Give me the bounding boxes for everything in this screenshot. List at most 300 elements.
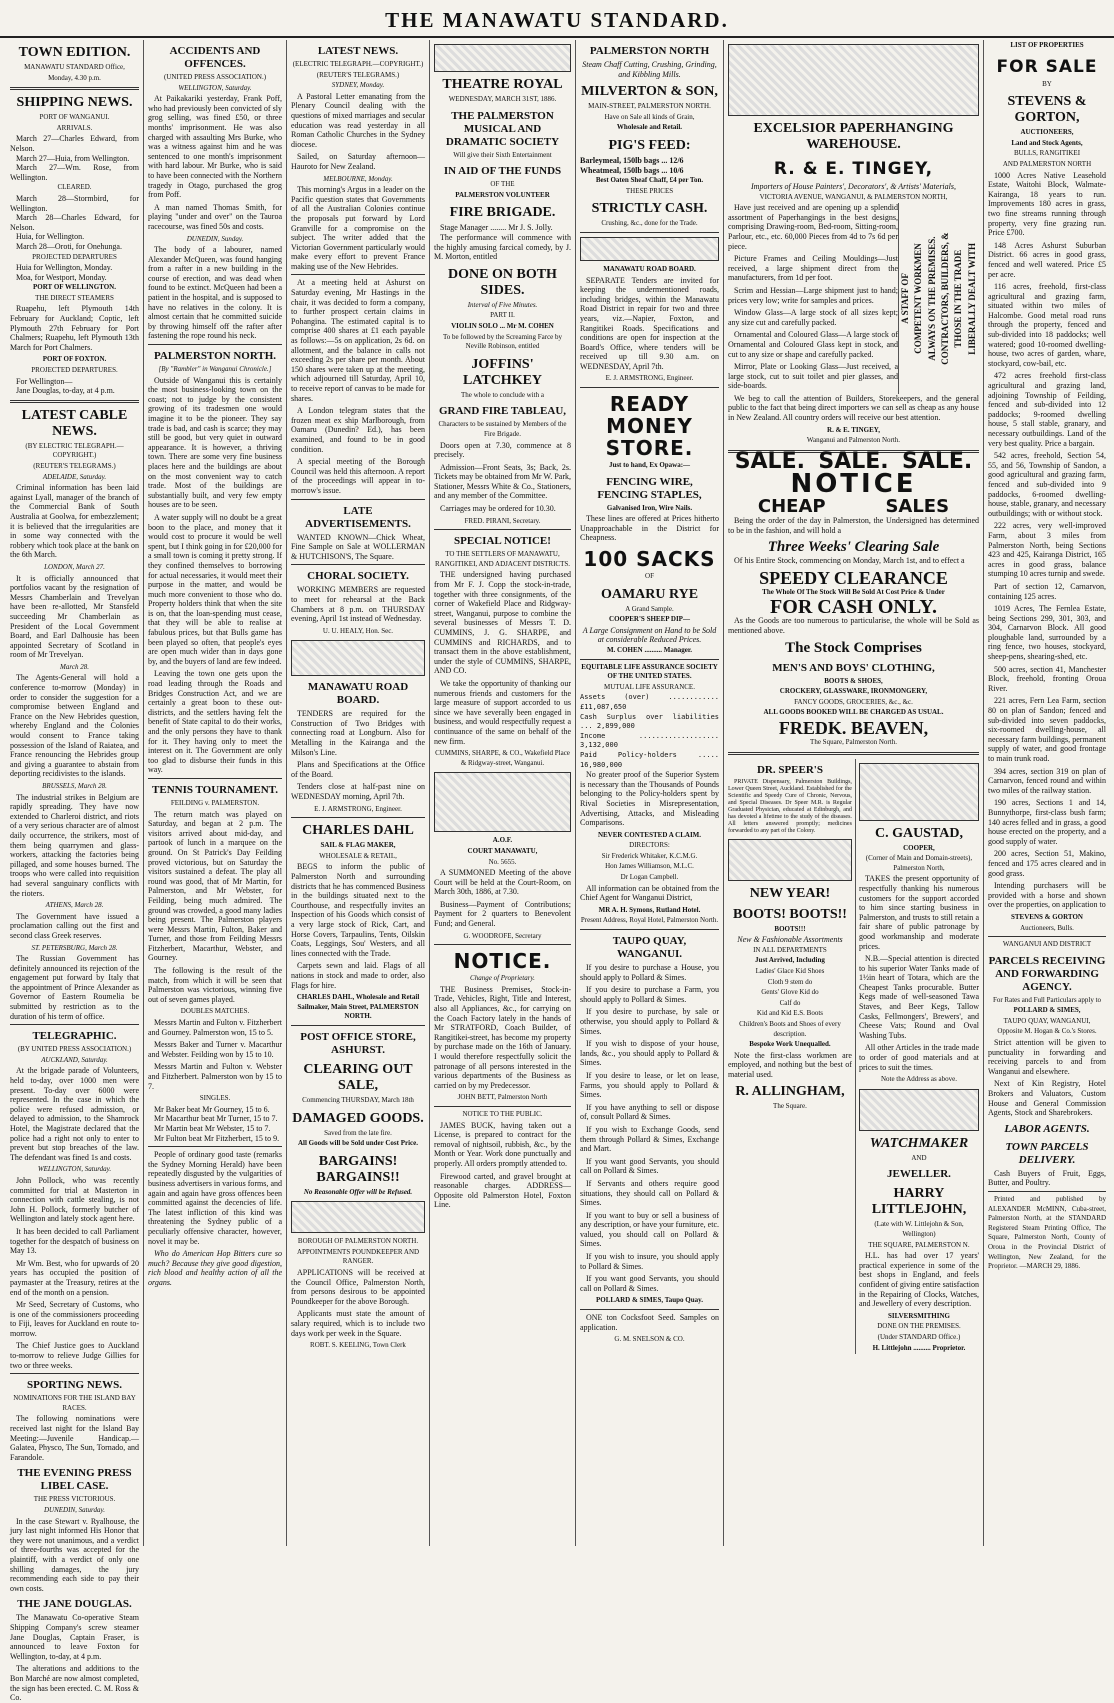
bargains-heading: BARGAINS! BARGAINS!!	[316, 1153, 400, 1185]
london-text: A London telegram states that the frozen meat ex ship Marlborough, from Oamaru (Dunedin? Ed.), has been examined, and found to be in good condition.	[291, 406, 425, 454]
appointments-heading: APPOINTMENTS POUNDKEEPER AND RANGER.	[296, 1247, 420, 1266]
dunedin-dateline: DUNEDIN, Saturday.	[44, 1506, 105, 1514]
if-12: If you want good Servants, you should call on Pollard & Simes.	[580, 1274, 719, 1293]
palmerston-text-2: A water supply will no doubt be a great boon to the place, and money that it would cost to procure it would be well spent, but I think going in for £20,000 for a small town is coming it pretty strong. If they confined themselves to borrowing for actual necessaries, it would meet their purpose in the matter, and would be much more convenient to those who do. Property holders think that when the site is on, that the loan-spending must cease, that they will be able to realise at fabulous prices, but that Bulls game has been played so often, that people's eyes are open much wider than in days gone by, and the buyers of land are few indeed.	[148, 512, 282, 666]
property-6: 222 acres, very well-improved Farm, about 3 miles from Palmerston North, being Sections 423 and 425, Kairanga District, 165 acres in good grass, balance stumping 10 acres turnip and swede.	[988, 521, 1106, 579]
theatre-sign: FRED. PIRANI, Secretary.	[464, 516, 541, 525]
to-be: To be followed by the Screaming Farce by Neville Robinson, entitled	[442, 332, 563, 351]
never-contested: NEVER CONTESTED A CLAIM.	[597, 830, 702, 839]
tenders-sign: E. J. ARMSTRONG, Engineer.	[314, 804, 402, 813]
divider	[10, 400, 139, 403]
if-11: If you wish to insure, you should apply to Pollard & Simes.	[580, 1252, 719, 1271]
boots-3: BOOTS!!!	[774, 924, 806, 933]
conclude: The whole to conclude with a	[460, 390, 544, 399]
takes: TAKES the present opportunity of respectfully thanking his numerous customers for the support accorded to him since starting business in Palmerston, and trusts to still retain a fair share of public patronage by good workmanship and moderate prices.	[858, 874, 979, 951]
latest-news-heading: LATEST NEWS.	[317, 45, 399, 57]
accident-text-3: The body of a labourer, named Alexander McQueen, was found hanging from a rafter in a new building in the course of erection, and was dead when found to be extinct. McQueen had been a patient in the hospital, and is supposed to have no relatives in the colony. It is almost certain that he committed suicide by throwing himself off the rafter after fastening the rope round his neck.	[148, 245, 282, 341]
tingey-heading: R. & E. TINGEY,	[773, 159, 934, 179]
tenders-text-3: Tenders close at half-past nine on WEDNESDAY morning, April 7th.	[291, 782, 425, 802]
coopers: COOPER'S SHEEP DIP—	[609, 615, 690, 624]
accidents-heading: ACCIDENTS AND OFFENCES.	[169, 45, 261, 70]
change-heading: Change of Proprietary.	[470, 974, 535, 983]
petersburg-dateline: ST. PETERSBURG, March 28.	[31, 943, 118, 952]
cooper: COOPER,	[903, 843, 935, 852]
divider	[580, 387, 719, 388]
vert-2: COMPETENT WORKMEN	[913, 243, 924, 354]
interval: Interval of Five Minutes.	[467, 300, 538, 309]
cleared-2: March 28—Charles Edward, for Nelson.	[10, 213, 139, 232]
athens-dateline: ATHENS, March 28.	[45, 901, 104, 910]
telegraphic-heading: TELEGRAPHIC.	[32, 1030, 117, 1043]
aid-heading: IN AID OF THE FUNDS	[443, 165, 562, 178]
for-sale-heading: FOR SALE	[996, 56, 1098, 77]
no-offer: No Reasonable Offer will be Refused.	[303, 1187, 413, 1196]
change-text: THE Business Premises, Stock-in-Trade, Vehicles, Right, Title and Interest, also all Appliances, &c., for carrying on the Coach Factory lately in the hands of Mr STRATFORD, Coach Builder, of Rangitikei-street, has become my property by purchase made on the 16th of January. I would therefore respectfully solicit the patronage of all persons interested in the various departments of the Business as carried on by my Predecessor.	[434, 984, 571, 1090]
harry: HARRY LITTLEJOHN,	[871, 1186, 967, 1218]
new-fash: New & Fashionable Assortments	[737, 935, 843, 945]
wellington-text-4: Mr Seed, Secretary of Customs, who is one of the commissioners proceeding to Fiji, leaves for Auckland en route to-morrow.	[10, 1300, 139, 1338]
singles-1: Mr Baker beat Mr Gourney, 15 to 6.	[154, 1104, 270, 1114]
property-11: 394 acres, section 319 on plan of Carnarvon, fenced round and within two miles of the railway station.	[988, 766, 1106, 795]
notice-sign: CUMMINS, SHARPE, & CO., Wakefield Place & Ridgway-street, Wanganui.	[435, 749, 570, 767]
divider	[434, 529, 571, 530]
divider	[10, 1024, 139, 1025]
income: Income ................... 3,132,000	[580, 731, 719, 750]
violin: VIOLIN SOLO ... Mr M. COHEN	[451, 321, 554, 330]
wellington-text-5: The Chief Justice goes to Auckland to-morrow to relieve Judge Gillies for two or three weeks.	[10, 1341, 139, 1370]
just-to-hand: Just to hand, Ex Opawa:—	[608, 461, 691, 470]
snelson: G. M. SNELSON & CO.	[614, 1335, 685, 1344]
choral-heading: CHORAL SOCIETY.	[307, 570, 409, 583]
cohen: M. COHEN .......... Manager.	[606, 646, 693, 654]
list-heading: LIST OF PROPERTIES	[1010, 41, 1084, 49]
court-sign: G. WOODROFE, Secretary	[463, 931, 542, 940]
adelaide-dateline: ADELAIDE, Saturday.	[42, 472, 107, 481]
foresters-crest	[434, 772, 571, 832]
grand-sample: A Grand Sample.	[625, 604, 674, 613]
gents: Gents' Glove Kid do	[761, 988, 819, 997]
projected-2: Moa, for Westport, Monday.	[16, 272, 107, 282]
by: BY	[1042, 79, 1052, 88]
being: Being the order of the day in Palmerston, the Undersigned has determined to be in the fashion, and will hold a	[728, 516, 979, 535]
if-5: If you desire to lease, or let on lease, Farms, you should apply to Pollard & Simes.	[580, 1070, 719, 1100]
arrival-2: March 27—Huia, from Wellington.	[16, 153, 130, 163]
ladies: Ladies' Glace Kid Shoes	[755, 966, 825, 975]
theatre-crest	[434, 44, 571, 72]
society-heading: THE PALMERSTON MUSICAL AND DRAMATIC SOCIETY	[445, 109, 560, 148]
done-heading: DONE ON BOTH SIDES.	[448, 266, 557, 298]
column-6-7	[724, 40, 984, 1546]
of-the: OF THE	[490, 180, 515, 189]
tennis-text: The return match was played on Saturday, and began at 2 p.m. The visitors arrived about mid-day, and partook of lunch in a marquee on the ground. On St Patrick's Day Feilding proved victorious, but on Saturday the visitors sustained a defeat. The play all round was good, that of Mr Martin, for Palmerston, and Mr Webster, for Feilding, being much admired. The ground was crowded, a good many ladies being present. The Palmerston players were Messrs Martin, Fulton, Baker and Turner, and those from Feilding Messrs Fitzherbert, Macarthur, Webster, and Gourney.	[148, 809, 282, 963]
cheap: CHEAP	[757, 496, 826, 518]
accident-text-2: A man named Thomas Smith, for playing "under and over" on the Tauroa racecourse, was fined 50s and costs.	[148, 202, 282, 231]
theatre-heading: THEATRE ROYAL	[442, 77, 563, 92]
present-address: Present Address, Royal Hotel, Palmerston North.	[580, 916, 719, 925]
direct-steamers: THE DIRECT STEAMERS	[35, 293, 114, 302]
note: Note the first-class workmen are employed, and nothing but the best of material used.	[728, 1050, 852, 1079]
clearing-date: Commencing THURSDAY, March 18th	[302, 1095, 414, 1104]
property-9: 500 acres, section 41, Manchester Block, freehold, fronting Oroua River.	[988, 664, 1106, 693]
importers: Importers of House Painters', Decorators', & Artists' Materials,	[751, 182, 956, 191]
labor: LABOR AGENTS.	[1004, 1122, 1090, 1135]
fire-brigade-heading: FIRE BRIGADE.	[449, 205, 556, 221]
divider	[291, 274, 425, 275]
doubles-3: Messrs Martin and Fulton v. Webster and Fitzherbert. Palmerston won by 15 to 7.	[148, 1062, 282, 1091]
opposite: Opposite M. Hogan & Co.'s Stores.	[997, 1027, 1097, 1036]
oaten: Best Oaten Sheaf Chaff, £4 per Ton.	[595, 176, 704, 185]
vert-5: THOSE IN THE TRADE	[953, 249, 964, 348]
hl: H.L. has had over 17 years' practical experience in some of the best shops in England, and feels confident of giving entire satisfaction in the Repairing of Clocks, Watches, and Jewellery of every description.	[858, 1251, 979, 1309]
parcels: PARCELS RECEIVING AND FORWARDING AGENCY.	[988, 954, 1106, 993]
saved: Saved from the late fire.	[324, 1128, 392, 1137]
reuter: (REUTER'S TELEGRAMS.)	[316, 70, 400, 79]
nb: N.B.—Special attention is directed to his superior Water Tanks made of 1½in heart of Totara, which are the Cheapest Tanks procurable. Butter Kegs made of well-seasoned Tawa Staves, and Beer Kegs, Tallow Casks, Fellmongers', Brewers', and Cheese Vats; Round and Oval Washing Tubs.	[858, 954, 979, 1040]
change-sign: JOHN BETT, Palmerston North	[457, 1093, 548, 1102]
cleared: CLEARED.	[57, 183, 92, 192]
divider	[580, 929, 719, 930]
and: AND	[911, 1153, 927, 1162]
notice-text-2: We take the opportunity of thanking our numerous friends and customers for the large measure of support accorded to us since we have severally been engaged in business, and would respectfully request a continuance of the same on behalf of the new firm.	[434, 678, 571, 746]
tingey-address: VICTORIA AVENUE, WANGANUI, & PALMERSTON NORTH,	[759, 192, 948, 201]
divider	[291, 817, 425, 818]
auctioneers: AUCTIONEERS,	[1020, 128, 1074, 137]
steam-mills: Steam Chaff Cutting, Crushing, Grinding, and Kibbling Mills.	[582, 60, 717, 79]
gaustad: C. GAUSTAD,	[874, 825, 963, 841]
as-goods: As the Goods are too numerous to particularise, the whole will be Sold as mentioned above.	[728, 616, 979, 635]
tableau-sub: Characters to be sustained by Members of the Fire Brigade.	[438, 420, 567, 438]
sales: SALES	[885, 496, 950, 518]
wanted-ad: WANTED KNOWN—Chick Wheat, Fine Sample on Sale at WOLLERMAN & HUTCHISON'S, The Square.	[291, 532, 425, 561]
speedy: SPEEDY CLEARANCE	[759, 567, 948, 588]
equitable: EQUITABLE LIFE ASSURANCE SOCIETY OF THE UNITED STATES.	[581, 662, 718, 681]
silversmithing: SILVERSMITHING	[887, 1311, 950, 1320]
accident-text: At Paikakariki yesterday, Frank Poff, who had previously been convicted of sly grog selling, was fined £50, or three months' imprisonment. He was also charged with assaulting Mrs Burke, who was a witness against him and he was sentenced to one month's imprisonment with hard labour. Mr Burke, who is said to have been connected with the Northern tragedy in Otago, purchased the grog from Poff.	[148, 94, 282, 200]
lower-left	[728, 759, 856, 1355]
reuter-credit: (REUTER'S TELEGRAMS.)	[33, 462, 116, 470]
divider	[580, 1309, 719, 1310]
sg-sub: Auctioneers, Bulls.	[1020, 923, 1074, 932]
give: Will give their Sixth Entertainment	[453, 150, 552, 159]
sporting-heading: SPORTING NEWS.	[27, 1379, 122, 1392]
divider	[10, 1373, 139, 1374]
taupo: TAUPO QUAY, WANGANUI,	[1003, 1016, 1091, 1025]
adelaide-text: Criminal information has been laid against Lyall, manager of the branch of the Commercial Bank of South Australia at Goolwa, for embezzlement; it is believed that the irregularities are in some way connected with the robbery which took place at the bank on the 6th March.	[10, 483, 139, 560]
if-10: If you want to buy or sell a business of any description, or have your furniture, etc. valued, you should call on Pollard & Simes.	[580, 1210, 719, 1249]
barrel-engraving	[859, 763, 979, 821]
intending: Intending purchasers will be provided with a horse and shown over the properties, on application to	[988, 881, 1106, 910]
office-time: Monday, 4.30 p.m.	[48, 73, 101, 82]
square-pn: THE SQUARE, PALMERSTON N.	[868, 1240, 970, 1249]
auckland-dateline: AUCKLAND, Saturday.	[41, 1055, 108, 1064]
singles-3: Mr Martin beat Mr Webster, 15 to 7.	[154, 1123, 271, 1133]
buck-text: JAMES BUCK, having taken out a License, is prepared to contract for the removal of nightsoil, rubbish, &c., by the Month or Year. Work done punctually and properly. All orders promptly attended to.	[434, 1120, 571, 1168]
divider	[291, 499, 425, 500]
director-1: Sir Frederick Whitaker, K.C.M.G.	[601, 851, 698, 860]
press-assoc: (UNITED PRESS ASSOCIATION.)	[163, 73, 267, 81]
appointments-text: APPLICATIONS will be received at the Council Office, Palmerston North, from persons desirous to be appointed Poundkeeper for the above Borough.	[291, 1268, 425, 1306]
late-ads-heading: LATE ADVERTISEMENTS.	[305, 504, 411, 530]
theatre-date: WEDNESDAY, MARCH 31ST, 1886.	[448, 95, 557, 103]
notice-heading: NOTICE.	[453, 949, 552, 974]
town-edition-heading: TOWN EDITION.	[18, 45, 131, 60]
doors: Doors open at 7.30, commence at 8 precisely.	[434, 440, 571, 460]
allingham-square: The Square.	[773, 1102, 807, 1111]
vert-4: CONTRACTORS, BUILDERS, &	[939, 232, 950, 365]
jeweller: JEWELLER.	[887, 1168, 951, 1181]
dunedin-dateline: DUNEDIN, Sunday.	[186, 234, 244, 243]
bespoke: Bespoke Work Unequalled.	[749, 1040, 831, 1049]
galvanised: Galvanised Iron, Wire Nails.	[606, 503, 693, 512]
court: COURT MANAWATU,	[467, 846, 538, 855]
arrivals: ARRIVALS.	[56, 123, 93, 132]
london-text: It is officially announced that portfolios vacant by the resignation of Messrs Chamberlain and Trevelyan have been re-allotted, Mr Stansfeld succeeding Mr Chamberlain as President of the Local Government Board, and Earl Dalhousie has been appointed Secretary of Scotland in room of Mr Trevelyan.	[10, 573, 139, 660]
jane-departure: Jane Douglas, to-day, at 4 p.m.	[16, 386, 115, 396]
barleymeal: Barleymeal, 150lb bags ... 12/6	[580, 155, 684, 165]
all-booked: ALL GOODS BOOKED WILL BE CHARGED AS USUAL.	[763, 708, 944, 717]
if-1: If you desire to purchase a House, you should apply to Pollard & Simes.	[580, 963, 719, 982]
march28-dateline: March 28.	[60, 662, 89, 671]
next: Next of Kin Registry, Hotel Brokers and Valuators, Custom House and General Commission Agents, Stock and Sharebrokers.	[988, 1079, 1106, 1118]
for-rates: For Rates and Full Particulars apply to	[992, 995, 1102, 1004]
cloth: Cloth 9 stem do	[767, 977, 813, 986]
hundred-sacks: 100 SACKS	[583, 547, 716, 572]
column-3	[287, 40, 430, 1546]
stevens-heading: STEVENS & GORTON,	[1007, 94, 1087, 126]
divider	[148, 1146, 282, 1147]
port-wellington: PORT OF WELLINGTON.	[33, 283, 116, 292]
symons: MR A. H. Symons, Rutland Hotel.	[598, 905, 701, 914]
jane-douglas-heading: THE JANE DOUGLAS.	[17, 1598, 132, 1611]
window: Window Glass—A large stock of all sizes kept; any size cut and carefully packed.	[728, 308, 898, 327]
mens: MEN'S AND BOYS' CLOTHING,	[772, 661, 935, 674]
athens-text: The Government have issued a proclamation calling out the first and second class Greek reserves.	[10, 911, 139, 940]
singles-2: Mr Macarthur beat Mr Turner, 15 to 7.	[154, 1114, 278, 1124]
boots-boots: BOOTS! BOOTS!!	[732, 906, 847, 922]
arrival-3: March 27—Wm. Rose, from Wellington.	[10, 163, 139, 182]
cash-buyers: Cash Buyers of Fruit, Eggs, Butter, and Poultry.	[988, 1168, 1106, 1188]
tableau-heading: GRAND FIRE TABLEAU,	[438, 405, 567, 418]
doubles-heading: DOUBLES MATCHES.	[180, 1007, 250, 1016]
dunedin-text: In the case Stewart v. Ryalhouse, the jury last night informed His Honor that they were not unanimous, and a verdict of three-fourths was accepted for the plaintiff, with a verdict of only one shilling damages, the jury recommending each side to pay their own costs.	[10, 1516, 139, 1593]
clearing-heading: CLEARING OUT SALE,	[303, 1061, 413, 1093]
consignment: A Large Consignment on Hand to be Sold at considerable Reduced Prices.	[582, 625, 717, 645]
sydney-dateline: SYDNEY, Monday.	[331, 81, 385, 90]
footnote: Who do American Hop Bitters cure so much? Because they give good digestion, rich blood and healthy action of all the organs.	[148, 1249, 282, 1287]
press-victorious: THE PRESS VICTORIOUS.	[33, 1495, 116, 1504]
tennis-sub: FEILDING v. PALMERSTON.	[170, 798, 260, 807]
children: Children's Boots and Shoes of every description.	[739, 1019, 841, 1038]
settlers: TO THE SETTLERS OF MANAWATU, RANGITIKEI, AND ADJACENT DISTRICTS.	[434, 550, 570, 568]
cash-only: FOR CASH ONLY.	[770, 596, 937, 619]
dahl-heading: CHARLES DAHL	[302, 823, 414, 839]
paid: Paid Policy-holders ..... 16,980,000	[580, 750, 719, 769]
rambler-credit: [By "Rambler" in Wanganui Chronicle.]	[158, 365, 272, 374]
post-office-heading: POST OFFICE STORE, ASHURST.	[300, 1030, 416, 1056]
ready-money-heading: READY MONEY STORE.	[605, 392, 694, 461]
fencing: FENCING WIRE, FENCING STAPLES,	[597, 475, 702, 501]
property-1: 1000 Acres Native Leasehold Estate, Waitohi Block, Walmate-Kairanga, 18 years to run. Improvements 180 acres in grass, two fine streams running through property, very fine grazing run. Price £700.	[988, 170, 1106, 238]
whole: The Whole Of The Stock Will Be Sold At Cost Price & Under	[762, 587, 945, 596]
property-12: 190 acres, Sections 1 and 14, Bunnythorpe, first-class bush farm; 140 acres felled and in grass, a good house erected on the property, and a good supply of water.	[988, 798, 1106, 846]
dahl-sub: SAIL & FLAG MAKER,	[320, 841, 396, 850]
appointments-sign: ROBT. S. KEELING, Town Clerk	[310, 1341, 406, 1350]
columns	[6, 40, 1110, 1703]
crockery: CROCKERY, GLASSWARE, IRONMONGERY,	[779, 687, 928, 696]
if-8: If you want good Servants, you should call on Pollard & Simes.	[580, 1156, 719, 1176]
property-4: 472 acres freehold first-class agricultural and grazing land, adjoining Township of Feilding, fenced and sub-divided into 12 paddocks; 9-roomed dwelling house, 5 stall stable, granary, and necessary outbuildings. Land of the very best quality. Price a bargain.	[988, 371, 1106, 448]
joffins-heading: JOFFINS' LATCHKEY	[462, 356, 543, 388]
oamaru-rye: OAMARU RYE	[600, 586, 699, 602]
printed: Printed and published by ALEXANDER McMINN, Cuba-street, Palmerston North, at the STANDARD Registered Steam Printing Office, The Square, Palmerston North, County of Oroua in the Provincial District of Wellington, New Zealand, for the Proprietor. —MARCH 29, 1886.	[988, 1195, 1106, 1271]
doubles-2: Messrs Baker and Turner v. Macarthur and Webster. Feilding won by 15 to 10.	[148, 1040, 282, 1059]
if-2: If you desire to purchase a Farm, you should apply to Pollard & Simes.	[580, 985, 719, 1004]
wellington-dateline: WELLINGTON, Saturday.	[178, 83, 252, 92]
ashurst-text: At a meeting held at Ashurst on Saturday evening, Mr Hastings in the chair, it was decided to form a company, to further prospect certain claims in Pohangina. The estimated capital is to comprise 400 shares at £1 each payable as follows:—5s on application, 2s 6d. on allotment, and the balance in calls not exceeding 2s per share per month. About 150 shares were taken up at the meeting, which adjourned till Saturday, April 10, to receive report of canvas to be made for shares.	[291, 278, 425, 403]
and-pn: AND PALMERSTON NORTH	[1002, 159, 1092, 168]
clock-engraving	[859, 1089, 979, 1131]
special-notice-heading: SPECIAL NOTICE!	[454, 535, 551, 548]
these-prices: THESE PRICES	[625, 186, 674, 195]
boots-shoes: BOOTS & SHOES,	[824, 676, 883, 685]
if-9: If Servants and others require good situations, they should call on Pollard & Simes.	[580, 1178, 719, 1208]
sydney-text-2: Sailed, on Saturday afternoon—Hauroto for New Zealand.	[291, 152, 425, 171]
note-address: Note the Address as above.	[880, 1075, 957, 1084]
property-8: 1019 Acres, The Fernlea Estate, being Sections 299, 301, 303, and 304, Carnarvon Block. All good ploughable land, surrounded by a ring fence, two houses, stockyard, sheep-pens, shearing-shed, etc.	[988, 604, 1106, 662]
column-8	[984, 40, 1110, 1546]
march28-text: The Agents-General will hold a conference to-morrow (Monday) in order to consider the suggestion for a compromise between England and France on the New Hebrides question, whereby England and the Colonies would consent to France taking possession of the Island of Raiatea, and France renouncing the Hebrides group and giving a guarantee to abstain from deporting recidivistes to the islands.	[10, 673, 139, 779]
admission: Admission—Front Seats, 3s; Back, 2s. Tickets may be obtained from Mr W. Park, Stationer, Messrs White & Co., Stationers, and any member of the Committee.	[434, 462, 571, 501]
assets: Assets (over) ............ £11,087,650	[580, 693, 719, 711]
tingey-addr: Wanganui and Palmerston North.	[806, 436, 901, 445]
bulls: BULLS, RANGITIKEI	[1013, 149, 1081, 158]
carriages: Carriages may be ordered for 10.30.	[440, 504, 556, 514]
dahl-text: BEGS to inform the public of Palmerston North and surrounding districts that he has commenced Business in the buildings situated next to the Courthouse, and respectfully invites an Inspection of his Goods which consist of a very large stock of Rick, Cart, and Horse Covers, Tarpaulins, Tents, Oilskin Coats, Leggings, Sou' Westers, and all lines connected with the Trade.	[291, 862, 425, 958]
court-no: No. 5655.	[488, 857, 517, 866]
special-meeting: A special meeting of the Borough Council was held this afternoon. A report of the proceedings will appear in to-morrow's issue.	[291, 457, 425, 495]
done-premises: DONE ON THE PREMISES.	[877, 1322, 961, 1331]
pollard-sign: POLLARD & SIMES, Taupo Quay.	[596, 1296, 703, 1305]
divider	[728, 752, 979, 755]
sydney-text: A Pastoral Letter emanating from the Plenary Council dealing with the questions of mixed marriages and secular education was read yesterday in all Roman Catholic Churches in the Sydney diocese.	[291, 91, 425, 149]
vertical-notice	[898, 203, 979, 394]
property-10: 221 acres, Fern Lea Farm, section 80 on plan of Sandon; fenced and sub-divided into seven paddocks, six-roomed dwelling-house, all necessary farm buildings, permanent supply of water, and good frontage to main trunk road.	[988, 696, 1106, 763]
divider	[580, 659, 719, 660]
sale-row	[728, 448, 979, 474]
palmerston-heading: PALMERSTON NORTH.	[153, 350, 277, 363]
standard-office: (Under STANDARD Office.)	[877, 1332, 961, 1341]
projected: PROJECTED DEPARTURES	[32, 252, 117, 261]
greater: No greater proof of the Superior System is necessary than the Thousands of Pounds belonging to the Policy-holders spent by Rival Societies in Misrepresentation, Advertising, Attacks, and Misleading Comparisons.	[580, 770, 719, 828]
sale-2: SALE.	[818, 448, 889, 474]
one-ton: ONE ton Cocksfoot Seed. Samples on application.	[580, 1313, 719, 1332]
picture: Picture Frames and Ceiling Mouldings—Just received, a large shipment direct from the manufacturers, from 1d per foot.	[728, 254, 898, 283]
other: All other Articles in the trade made to order of good materials and at prices to suit the times.	[858, 1043, 979, 1072]
brussels-dateline: BRUSSELS, March 28.	[42, 782, 107, 790]
wallpaper-engraving	[728, 44, 979, 116]
jane-text: The Manawatu Co-operative Steam Shipping Company's screw steamer Jane Douglas, Captain Fraser, is announced to leave Foxton for Wellington, to-day, at 4 p.m.	[10, 1613, 139, 1661]
nominations-text: The following nominations were received last night for the Island Bay Meeting:—Juvenile Handicap.—Galatea, Physco, The Sun, Tornado, and Farandole.	[10, 1414, 139, 1462]
vert-1: A STAFF OF	[899, 273, 910, 324]
auckland-text: At the brigade parade of Volunteers, held to-day, over 1000 men were present. To-day over 6000 were represented. In the case in which the police were refused admission, or delayed to admission, to the Shamrock Hotel, the Magistrate declared that the police had a right not only to enter to prevent but stop breaches of the law. The defendant was fined 1s and costs.	[10, 1066, 139, 1162]
summoned: A SUMMONED Meeting of the above Court will be held at the Court-Room, on March 30th, 1886, at 7.30.	[434, 868, 571, 897]
arrival-1: March 27—Charles Edward, from Nelson.	[10, 134, 139, 153]
notice-text: THE undersigned having purchased from Mr F. J. Copp the stock-in-trade, together with three consignments, of the corner of Wakefield Place and Ridgway-street, Wanganui, purpose to combine the several businesses of Messrs T. D. CUMMINS, J. G. SHARPE, and CUMMINS and RICHARDS, and to transact them in the above establishment, under the style of CUMMINS, SHARPE, AND CO.	[434, 570, 571, 676]
property-13: 200 acres, Section 51, Makino, fenced and 175 acres cleared and in good grass.	[988, 849, 1106, 878]
director-2: Hon James Williamson, M.L.C.	[605, 862, 694, 871]
port-wanganui: PORT OF WANGANUI.	[39, 113, 110, 122]
volunteer: PALMERSTON VOLUNTEER	[455, 190, 550, 199]
wellington-text: John Pollock, who was recently committed for trial at Masterton in connection with cattle stealing, is not John H. Pollock, formerly butcher of Wellington and lately stock agent here.	[10, 1175, 139, 1224]
singles-4: Mr Fulton beat Mr Fitzherbert, 15 to 9.	[154, 1133, 280, 1143]
alterations-text: The alterations and additions to the Bon Marché are now almost completed, the sign has been erected. C. M. Ross & Co.	[10, 1664, 139, 1703]
milverton-heading: MILVERTON & SON,	[581, 84, 718, 100]
divider	[291, 1025, 425, 1026]
strict: Strict attention will be given to punctuality in forwarding and receiving parcels to and from Wanganui and elsewhere.	[988, 1038, 1106, 1076]
pollard: POLLARD & SIMES,	[1013, 1006, 1081, 1015]
end-text: People of ordinary good taste (remarks the Sydney Morning Herald) have been repeatedly disgusted by the vulgarities of business advertisers in various forms, and again and again have gross offences been committed against the decencies of life. The latest infliction of this kind was threatening the Sydney public of a peculiarly offensive character, however, novel it may be.	[148, 1150, 282, 1246]
divider	[434, 944, 571, 945]
tingey-sign: R. & E. TINGEY,	[827, 425, 880, 434]
wellington-dateline: WELLINGTON, Saturday.	[37, 1165, 112, 1174]
land-agents: Land and Stock Agents,	[1011, 138, 1083, 147]
tennis-text-2: The following is the result of the match, from which it will be seen that Palmerston was victorious, winning five out of seven games played.	[148, 966, 282, 1004]
beg: We beg to call the attention of Builders, Storekeepers, and the general public to the fact that being direct importers we can sell as cheap as any house in New Zealand. All country orders will receive our best attention.	[728, 393, 979, 423]
directors: DIRECTORS:	[629, 841, 670, 850]
property-5: 542 acres, freehold, Section 54, 55, and 56, Township of Sandon, a good agricultural and grazing farm, fenced and sub-divided into 9 paddocks, 6-roomed dwelling-house, stable, granary, and necessary outbuildings; with or without stock.	[988, 451, 1106, 518]
property-3: 116 acres, freehold, first-class agricultural and grazing farm, situated within two miles of Halcombe. Good metal road runs through the property, fenced and sub-divided into 18 paddocks; well watered; good 10-roomed dwelling-house, two acres of garden, whare, stockyard, cow-bail, etc.	[988, 282, 1106, 368]
beaven-square: The Square, Palmerston North.	[810, 737, 897, 746]
singles-heading: SINGLES.	[199, 1094, 231, 1103]
lower-ads	[728, 759, 979, 1355]
petersburg-text: The Russian Government has definitely announced its rejection of the engagement put forward by Italy that the appointment of Prince Alexander as Governor of Eastern Roumelia be submitted by restriction as to the duration of his term of office.	[10, 954, 139, 1021]
vert-3: ALWAYS ON THE PREMISES.	[926, 236, 937, 361]
new-year: NEW YEAR!	[749, 885, 831, 901]
cash-surplus: Cash Surplus over liabilities ... 2,899,000	[580, 712, 719, 731]
director-3: Dr Logan Campbell.	[620, 873, 679, 882]
dahl-text-2: Carpets sewn and laid. Flags of all nations in stock and made to order, also Flags for hire.	[291, 961, 425, 990]
sale-3: SALE.	[902, 448, 973, 474]
divider	[10, 87, 139, 90]
separate-text: SEPARATE Tenders are invited for keeping the undermentioned roads, including bridges, within the Manawatu Road District in repair for two and three years, viz.—Napier, Foxton, and Rangitikei Roads. Specifications and conditions are open for inspection at the Board's Office, where tenders will be received up till 9.30 a.m. on WEDNESDAY, April 7th.	[580, 275, 719, 371]
if-4: If you wish to dispose of your house, lands, &c., you should apply to Pollard & Simes.	[580, 1039, 719, 1068]
credit: (ELECTRIC TELEGRAPH.—COPYRIGHT.)	[292, 60, 424, 68]
all-info: All information can be obtained from the Chief Agent for Wanganui District,	[580, 883, 719, 903]
projected-1: Huia for Wellington, Monday.	[16, 263, 113, 273]
road-board-heading: MANAWATU ROAD BOARD.	[603, 264, 696, 273]
divider	[291, 564, 425, 565]
masthead: THE MANAWATU STANDARD.	[0, 4, 1114, 38]
road-board-heading: MANAWATU ROAD BOARD.	[307, 681, 409, 707]
cleared-1: March 28—Stormbird, for Wellington.	[10, 193, 139, 213]
column-1	[6, 40, 144, 1703]
appointments-text-2: Applicants must state the amount of salary required, which is to include two days work per week in the Square.	[291, 1309, 425, 1338]
corner: (Corner of Main and Domain-streets), Palmerston North,	[865, 854, 973, 872]
shipping-heading: SHIPPING NEWS.	[16, 95, 133, 111]
tennis-heading: TENNIS TOURNAMENT.	[152, 783, 278, 796]
projected-departures: PROJECTED DEPARTURES.	[31, 366, 118, 375]
in-all: IN ALL DEPARTMENTS	[753, 945, 827, 954]
boot-engraving	[728, 839, 852, 881]
part2: PART II.	[490, 311, 515, 320]
cable-credit: (BY ELECTRIC TELEGRAPH.—COPYRIGHT.)	[25, 441, 124, 460]
aof: A.O.F.	[492, 836, 513, 845]
cleared-3: Huia, for Wellington.	[16, 232, 85, 242]
dahl-address: CHARLES DAHL, Wholesale and Retail Sailmaker, Main Street, PALMERSTON NORTH.	[296, 993, 420, 1021]
wholesale: Wholesale and Retail.	[616, 123, 683, 132]
divider	[434, 1106, 571, 1107]
wheatmeal: Wheatmeal, 150lb bags ... 10/6	[580, 165, 684, 175]
